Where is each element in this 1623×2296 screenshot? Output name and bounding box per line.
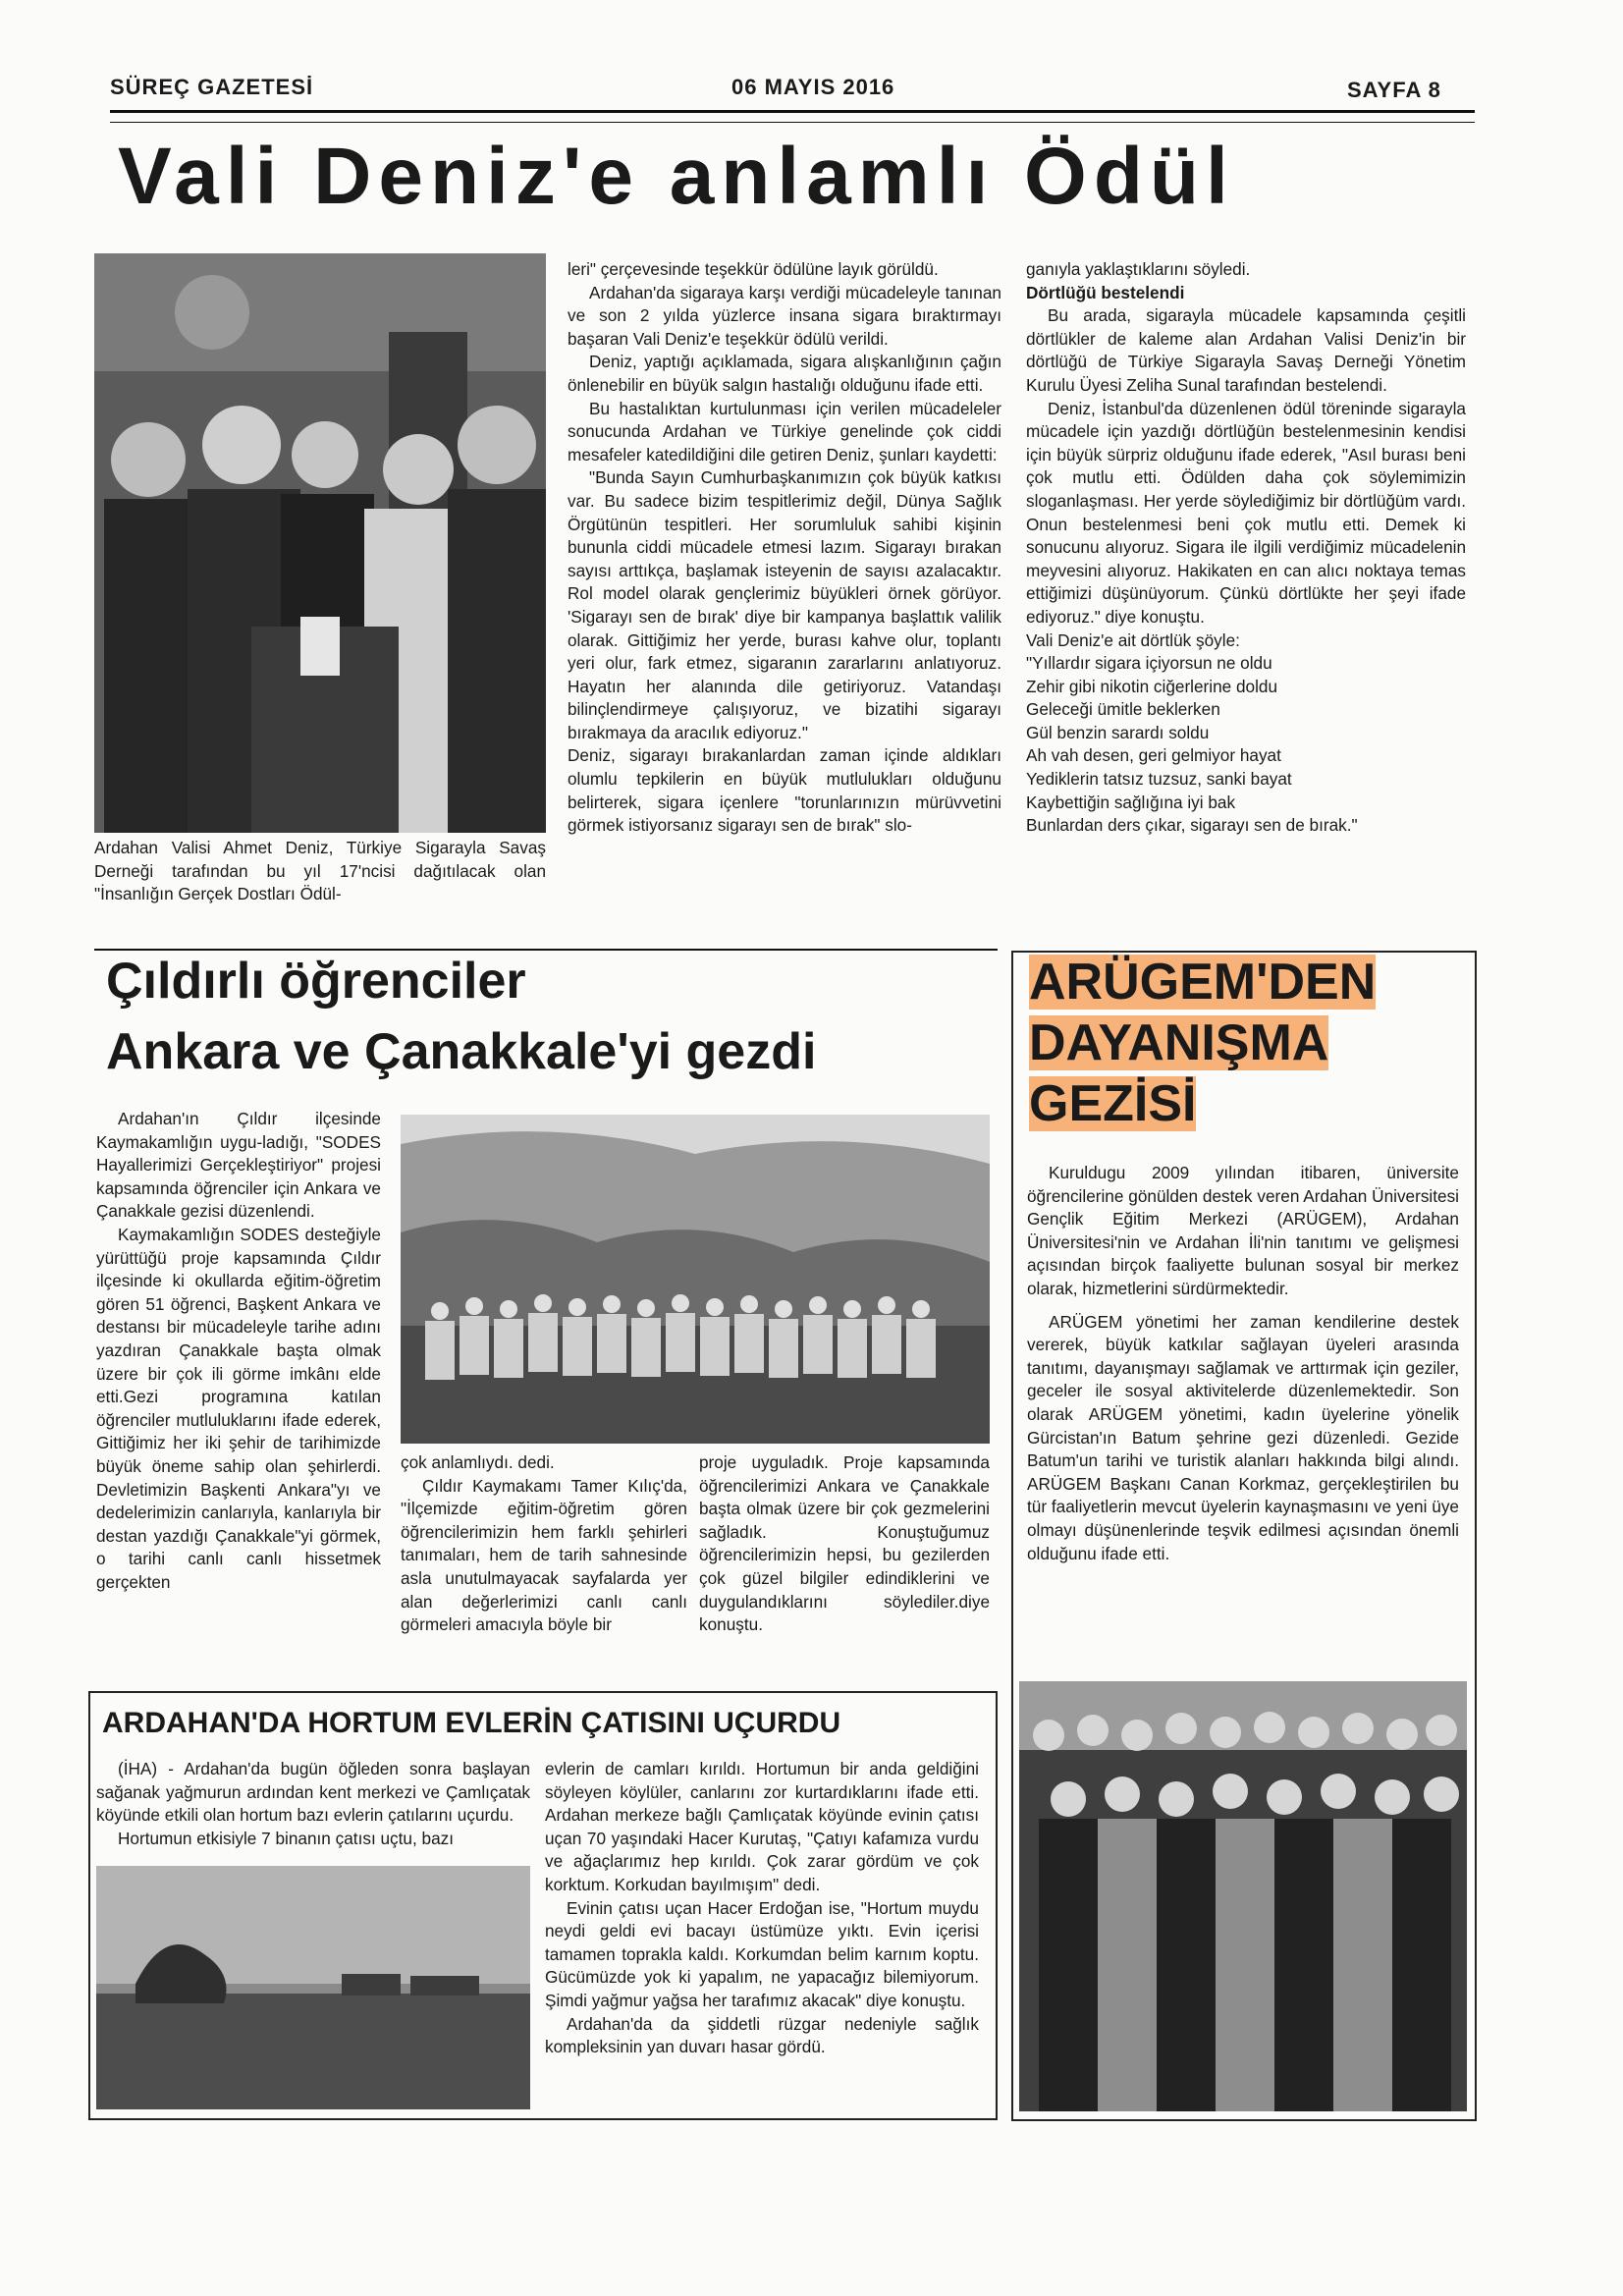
paragraph: Ardahan'da sigaraya karşı verdiği mücadeleyle tanınan ve son 2 yılda yüzlerce insana sigara bıraktırmayı başaran Vali Deniz'e teşekkür ödülü verildi. <box>568 282 1001 349</box>
poem-line: Kaybettiğin sağlığına iyi bak <box>1026 792 1236 812</box>
paragraph: Çıldır Kaymakamı Tamer Kılıç'da, "İlçemizde eğitim-öğretim gören öğrencilerimizin hem farklı şehirleri tanımaları, hem de tarih sahnesinde asla unutulmayacak sayfalarda yer alan değerlerimizi canlı canlı görmeleri amacıyla böyle bir <box>401 1475 687 1635</box>
paragraph: proje uyguladık. Proje kapsamında öğrencilerimizi Ankara ve Çanakkale başta olmak üzere bir çok gezmelerini sağladık. Konuştuğumuz öğrencilerimizin hepsi, bu gezilerden çok güzel bilgiler edindiklerini ve duygulandıklarını söylediler.diye konuştu. <box>699 1452 990 1635</box>
paragraph: ganıyla yaklaştıklarını söyledi. <box>1026 259 1251 279</box>
subheading: Dörtlüğü bestelendi <box>1026 282 1185 302</box>
article1-photo <box>94 253 546 833</box>
paragraph: ARÜGEM yönetimi her zaman kendilerine destek vererek, büyük katkılar sağlayan üyeleri arasında tanıtımı, dayanışmayı sağlamak ve arttırmak için geziler, geceler ile sosyal aktivitelerde düzenlemektedir. Son olarak ARÜGEM yönetimi, kadın üyelerine yönelik Gürcistan'ın Batum şehrine gezi düzenledi. Gezide Batum'un tarihi ve turistik alanları hakkında bilgi alındı. ARÜGEM Başkanı Canan Korkmaz, gerçekleştirilen bu tür faaliyetlerin mevcut üyelerin kaynaşmasını ve yeni üye olmayı düşünenlerinde teşvik edilmesi açısından önemli olduğunu ifade etti. <box>1027 1311 1459 1563</box>
paragraph: Kuruldugu 2009 yılından itibaren, üniversite öğrencilerine gönülden destek veren Ardahan Üniversitesi Gençlik Eğitim Merkezi (ARÜGEM), Ardahan Üniversitesi'nin ve Ardahan İli'nin tanıtımı ve gelişmesi açısından birçok faaliyette bulunan sosyal bir merkez olarak, hizmetlerini sürdürmektedir. <box>1027 1163 1459 1298</box>
paragraph: Ardahan'da da şiddetli rüzgar nedeniyle sağlık kompleksinin yan duvarı hasar gördü. <box>545 2013 979 2057</box>
paragraph: Ardahan'ın Çıldır ilçesinde Kaymakamlığın uygu-ladığı, "SODES Hayallerimizi Gerçekleştiriyor" projesi kapsamında öğrenciler için Ankara ve Çanakkale gezisi düzenlendi. <box>96 1109 381 1222</box>
page-number: SAYFA 8 <box>1347 78 1441 102</box>
storm-photo <box>96 1866 530 2109</box>
article3-column-1 <box>96 1758 530 1850</box>
article2-photo <box>401 1115 990 1444</box>
article3-photo <box>96 1866 530 2109</box>
paragraph: Bu arada, sigarayla mücadele kapsamında çeşitli dörtlükler de kaleme alan Ardahan Valisi Deniz'in bir dörtlüğü de Türkiye Sigarayla Savaş Derneği Yönetim Kurulu Üyesi Zeliha Sunal tarafından bestelendi. <box>1026 305 1466 395</box>
article2-column-2 <box>401 1451 687 1637</box>
poem-line: Zehir gibi nikotin ciğerlerine doldu <box>1026 676 1278 696</box>
article3-column-2 <box>545 1758 979 2059</box>
article4-photo <box>1019 1681 1467 2111</box>
article1-column-3 <box>1026 258 1466 838</box>
paragraph: evlerin de camları kırıldı. Hortumun bir anda geldiğini söyleyen köylüler, canlarını zor kurtardıklarını ifade etti. Ardahan merkeze bağlı Çamlıçatak köyünde evinin çatısı uçan 70 yaşındaki Hacer Kurutaş, "Çatıyı kafamıza vurdu ve ağaçlarımız hep kırıldı. Çok zarar gördüm ve çok korktum. Korkudan bayılmışım" dedi. <box>545 1759 979 1894</box>
paragraph: Deniz, İstanbul'da düzenlenen ödül töreninde sigarayla mücadele için yazdığı dörtlüğün bestelenmesinin kendisi için büyük sürpriz olduğunu ifade ederek, "Asıl burası beni çok mutlu etti. Ödülden daha çok söylemimizin sloganlaşması. Her yerde söylediğimiz bir dörtlüğüm vardı. Onun bestelenmesi beni çok mutlu etti. Demek ki sonucunu alıyoruz. Sigara ile ilgili verdiğimiz mücadelenin meyvesini alıyoruz. Hakikaten en can alıcı noktaya temas ettiğimizi düşünüyorum. Çünkü dörtlükte her şeyi ifade ediyoruz." diye konuştu. <box>1026 398 1466 627</box>
poem-line: Yediklerin tatsız tuzsuz, sanki bayat <box>1026 769 1292 790</box>
article2-headline-line2: Ankara ve Çanakkale'yi gezdi <box>106 1023 817 1080</box>
article2-headline-line1: Çıldırlı öğrenciler <box>106 953 526 1010</box>
article1-caption: Ardahan Valisi Ahmet Deniz, Türkiye Sigarayla Savaş Derneği tarafından bu yıl 17'ncisi dağıtılacak olan "İnsanlığın Gerçek Dostları Ödül- <box>94 838 546 904</box>
award-ceremony-photo <box>94 253 546 833</box>
paragraph: çok anlamlıydı. dedi. <box>401 1452 555 1472</box>
article4-headline-line3: GEZİSİ <box>1029 1075 1197 1132</box>
paragraph: leri" çerçevesinde teşekkür ödülüne layık görüldü. <box>568 259 939 279</box>
women-group-photo <box>1019 1681 1467 2111</box>
masthead-rule-thin <box>110 122 1475 123</box>
newspaper-name: SÜREÇ GAZETESİ <box>110 75 314 99</box>
paragraph: Evinin çatısı uçan Hacer Erdoğan ise, "Hortum muydu neydi geldi evi bacayı üstümüze yıktı. Evin içerisi tamamen toprakla kaldı. Korkumdan belim karnım koptu. Gücümüzde yok ki yapalım, ne yapacağız bilemiyorum. Şimdi yağmur yağsa her tarafımız akacak" diye konuştu. <box>545 1897 979 2010</box>
paragraph: "Bunda Sayın Cumhurbaşkanımızın çok büyük katkısı var. Bu sadece bizim tespitlerimiz değil, Dünya Sağlık Örgütünün tespitleri. Her sorumluluk sahibi kişinin bununla ciddi mücadele etmesi lazım. Sigarayı bırakan sayısı arttıkça, başlamak isteyenin de sayısı azalacaktır. Rol model olarak gençlerimiz büyükleri örnek görüyor. 'Sigarayı sen de bırak' diye bir kampanya başlattık valilik olarak. Gittiğimiz her yerde, burası kahve olur, toplantı yeri olur, fark etmez, sigaranın zararlarını anlatıyoruz. Hayatın her alanında dile getiriyoruz. Vatandaşı bilinçlendirmeye çalışıyoruz, ve bizatihi sigarayı bırakmaya da aracılık ediyoruz." <box>568 467 1001 742</box>
paragraph: Kaymakamlığın SODES desteğiyle yürüttüğü proje kapsamında Çıldır ilçesinde ki okullarda eğitim-öğretim gören 51 öğrenci, Başkent Ankara ve destansı bir mücadeleyle tarihe adını yazdıran Çanakkale başta olmak üzere bir çok ili görme imkânı elde etti.Gezi programına katılan öğrenciler mutluluklarını ifade ederek, Gittiğimiz her iki şehir de tarihimizde büyük öneme sahip olan şehirlerdi. Devletimizin Başkenti Ankara"yı ve dedelerimizin canlarıyla, kanlarıyla bir destan yazdığı Çanakkale"yi görmek, o tarihi canlı canlı hissetmek gerçekten <box>96 1224 381 1592</box>
article4-text <box>1027 1162 1459 1565</box>
poem-line: Gül benzin sarardı soldu <box>1026 722 1210 742</box>
masthead-rule <box>110 110 1475 113</box>
poem-line: "Yıllardır sigara içiyorsun ne oldu <box>1026 653 1272 674</box>
poem-intro: Vali Deniz'e ait dörtlük şöyle: <box>1026 629 1240 650</box>
article3-headline: ARDAHAN'DA HORTUM EVLERİN ÇATISINI UÇURDU <box>102 1707 841 1739</box>
article2-column-3 <box>699 1451 990 1637</box>
paragraph: Bu hastalıktan kurtulunması için verilen mücadeleler sonucunda Ardahan ve Türkiye genelinde çok ciddi mesafeler katedildiğini dile getiren Deniz, şunları kaydetti: <box>568 398 1001 465</box>
issue-date: 06 MAYIS 2016 <box>731 75 895 99</box>
article1-headline: Vali Deniz'e anlamlı Ödül <box>118 132 1235 221</box>
poem-line: Bunlardan ders çıkar, sigarayı sen de bırak." <box>1026 815 1358 836</box>
poem-line: Geleceği ümitle beklerken <box>1026 699 1220 720</box>
paragraph: Deniz, sigarayı bırakanlardan zaman içinde aldıkları olumlu tepkilerin en büyük mutlulukları olduğunu belirterek, sigara içenlere "torunlarınızın mürüvvetini görmek istiyorsanız sigarayı sen de bırak" slo- <box>568 745 1001 836</box>
paragraph: (İHA) - Ardahan'da bugün öğleden sonra başlayan sağanak yağmurun ardından kent merkezi ve Çamlıçatak köyünde etkili olan hortum bazı evlerin çatılarını uçurdu. <box>96 1759 530 1826</box>
paragraph: Hortumun etkisiyle 7 binanın çatısı uçtu, bazı <box>118 1828 455 1848</box>
paragraph: Deniz, yaptığı açıklamada, sigara alışkanlığının çağın önlenebilir en büyük salgın hastalığı olduğunu ifade etti. <box>568 352 1001 395</box>
article4-headline-line2: DAYANIŞMA <box>1029 1014 1329 1071</box>
poem-line: Ah vah desen, geri gelmiyor hayat <box>1026 745 1281 766</box>
student-group-photo <box>401 1115 990 1444</box>
article4-headline-line1: ARÜGEM'DEN <box>1029 954 1377 1011</box>
article1-column-2 <box>568 258 1001 838</box>
article2-column-1 <box>96 1108 381 1594</box>
